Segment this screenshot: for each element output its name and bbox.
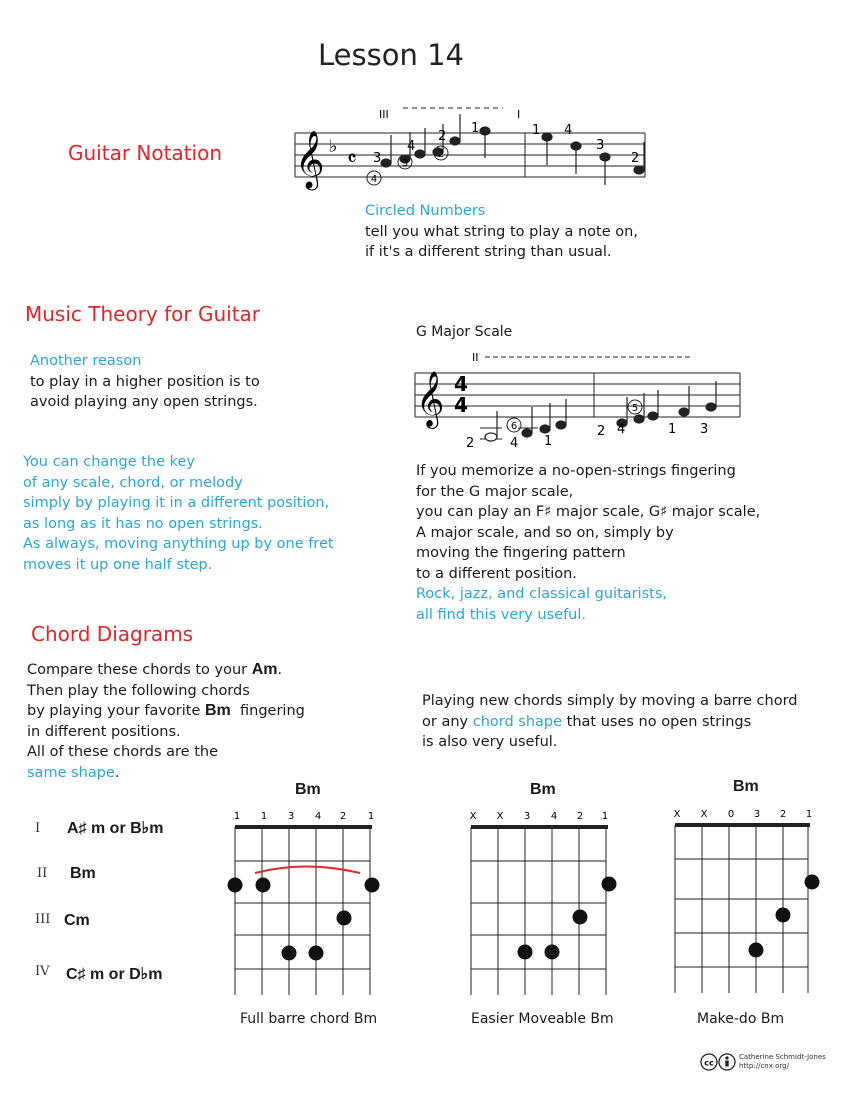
change-key-text [23, 452, 334, 575]
memorize-line: for the G major scale, [416, 483, 574, 500]
string-number: 3 [401, 158, 409, 169]
reason-line: avoid playing any open strings. [30, 394, 258, 410]
finger-number: 3 [700, 422, 709, 437]
treble-clef-icon: 𝄞 [295, 130, 325, 188]
flat-icon: ♭ [329, 136, 338, 157]
g-major-scale-staff [410, 345, 750, 450]
svg-text:4: 4 [454, 372, 468, 396]
position-roman: III [35, 912, 51, 927]
finger-number: 1 [471, 121, 480, 136]
position-chord: C♯ m or D♭m [66, 966, 163, 983]
then-line: Then play the following chords [27, 682, 250, 699]
string-marker: 2 [339, 811, 347, 822]
finger-number: 1 [668, 422, 677, 437]
diagram-caption: Full barre chord Bm [240, 1011, 378, 1027]
position-mark-iii: III [379, 108, 389, 121]
playing-line: is also very useful. [422, 734, 558, 750]
diagram-chord-name: Bm [295, 781, 321, 798]
footer-url[interactable]: http://cnx.org/ [739, 1062, 789, 1070]
svg-text:cc: cc [704, 1058, 714, 1068]
position-roman: I [35, 821, 41, 836]
string-marker: 1 [805, 809, 813, 820]
diagram-caption: Make-do Bm [697, 1011, 785, 1027]
diagram-caption: Easier Moveable Bm [471, 1011, 614, 1027]
svg-text:4: 4 [454, 393, 468, 417]
change-line: You can change the key [23, 454, 196, 470]
note-line: if it's a different string than usual. [365, 244, 612, 260]
playing-line: Playing new chords simply by moving a barre chord [422, 693, 798, 709]
by-line: by playing your favorite Bm fingering [27, 702, 305, 719]
string-marker: 3 [523, 811, 531, 822]
string-number: 4 [370, 174, 378, 185]
footer-author: Catherine Schmidt-Jones [739, 1053, 826, 1061]
finger-number: 2 [631, 151, 640, 166]
reason-line: to play in a higher position is to [30, 373, 260, 390]
playing-text [422, 691, 798, 753]
string-marker: 4 [314, 811, 322, 822]
position-roman: II [37, 866, 48, 881]
footer-credit [739, 1053, 826, 1071]
change-line: As always, moving anything up by one fret [23, 536, 334, 552]
position-mark-ii: II [472, 351, 479, 364]
string-marker: 2 [779, 809, 787, 820]
string-number: 6 [510, 421, 518, 432]
finger-number: 2 [466, 436, 475, 450]
string-number: 2 [437, 149, 445, 160]
position-chord: A♯ m or B♭m [67, 820, 164, 837]
position-chord: Bm [70, 865, 96, 882]
reason-highlight: Another reason [30, 353, 142, 369]
diff-line: in different positions. [27, 723, 181, 740]
music-theory-heading: Music Theory for Guitar [25, 302, 261, 326]
string-marker: 3 [753, 809, 761, 820]
same-shape-line: same shape. [27, 764, 120, 781]
change-line: as long as it has no open strings. [23, 515, 263, 532]
string-marker: 1 [367, 811, 375, 822]
string-marker: X [496, 811, 504, 822]
string-marker: 1 [601, 811, 609, 822]
memorize-line: to a different position. [416, 565, 577, 582]
string-marker: 0 [727, 809, 735, 820]
barre-arc [255, 867, 360, 874]
finger-number: 4 [407, 139, 416, 154]
position-roman: IV [35, 964, 50, 979]
diagram-chord-name: Bm [733, 778, 759, 795]
guitar-notation-heading: Guitar Notation [68, 141, 223, 165]
chord-diagram-make-do [667, 803, 827, 998]
finger-number: 4 [510, 436, 519, 450]
string-marker: 1 [260, 811, 268, 822]
common-time-icon: 𝄴 [347, 147, 357, 172]
memorize-line: If you memorize a no-open-strings fingering [416, 463, 736, 479]
another-reason-text [30, 351, 260, 413]
memorize-line: you can play an F♯ major scale, G♯ major scale, [416, 504, 761, 520]
all-line: All of these chords are the [27, 744, 219, 760]
finger-number: 3 [373, 151, 382, 166]
finger-number: 4 [617, 422, 626, 437]
useful-line: all find this very useful. [416, 606, 587, 623]
license-badge [700, 1053, 736, 1075]
string-number: 5 [631, 403, 639, 414]
page-title: Lesson 14 [318, 38, 464, 72]
compare-line: Compare these chords to your Am. [27, 661, 283, 678]
string-marker: 2 [576, 811, 584, 822]
finger-number: 2 [597, 424, 606, 439]
change-line: simply by playing it in a different position, [23, 495, 330, 511]
circled-numbers-note [365, 201, 638, 263]
change-line: moves it up one half step. [23, 556, 213, 573]
guitar-notation-staff [285, 100, 665, 195]
circled-numbers-title: Circled Numbers [365, 203, 486, 219]
string-marker: 3 [287, 811, 295, 822]
treble-clef-icon: 𝄞 [416, 371, 445, 427]
playing-line: or any chord shape that uses no open strings [422, 713, 752, 730]
note-line: tell you what string to play a note on, [365, 223, 638, 240]
finger-number: 2 [438, 129, 447, 144]
diagram-chord-name: Bm [530, 781, 556, 798]
chord-diagram-full-barre [225, 805, 385, 1000]
memorize-line: A major scale, and so on, simply by [416, 524, 674, 541]
finger-number: 3 [596, 138, 605, 153]
scale-title: G Major Scale [416, 324, 513, 340]
memorize-text [416, 461, 760, 625]
useful-line: Rock, jazz, and classical guitarists, [416, 586, 668, 602]
string-marker: X [673, 809, 681, 820]
finger-number: 1 [544, 434, 553, 449]
finger-number: 4 [564, 123, 573, 138]
finger-number: 1 [532, 123, 541, 138]
memorize-line: moving the fingering pattern [416, 545, 626, 561]
position-mark-i: I [517, 108, 521, 121]
change-line: of any scale, chord, or melody [23, 474, 243, 491]
string-marker: X [700, 809, 708, 820]
string-marker: 1 [233, 811, 241, 822]
string-marker: X [469, 811, 477, 822]
cc-by-icon [700, 1053, 736, 1071]
position-chord: Cm [64, 912, 90, 929]
compare-text [27, 660, 305, 783]
chord-diagram-easier-moveable [463, 805, 623, 1000]
chord-diagrams-heading: Chord Diagrams [31, 622, 194, 646]
string-marker: 4 [550, 811, 558, 822]
